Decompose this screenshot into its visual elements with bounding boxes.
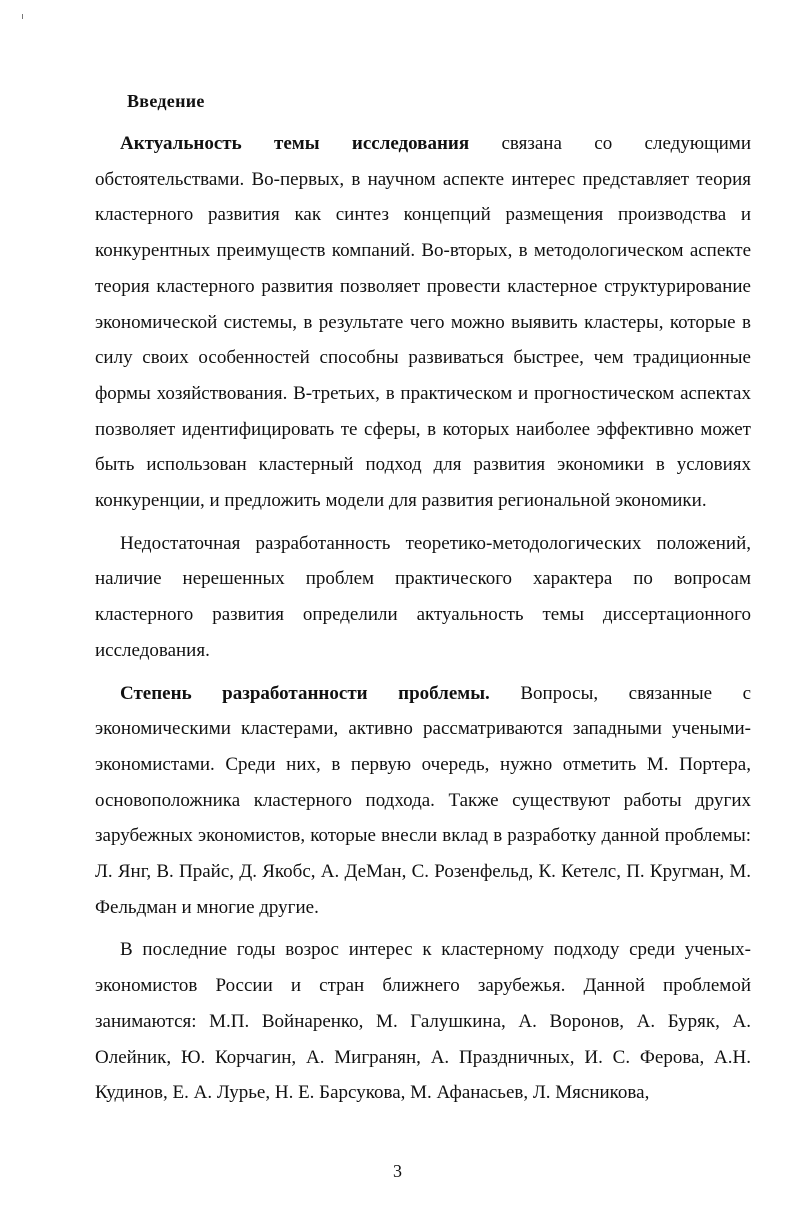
paragraph-lead: Степень разработанности проблемы. (120, 682, 490, 704)
paragraph-degree (95, 676, 751, 926)
paragraph-text: Вопросы, связанные с экономическими кластерами, активно рассматриваются западными учеными-экономистами. Среди них, в первую очередь, нужно отметить М. Портера, основоположника кластерного подхода. Также существуют работы других зарубежных экономистов, которые внесли вклад в разработку данной проблемы: Л. Янг, В. Прайс, Д. Якобс, А. ДеМан, С. Розенфельд, К. Кетелс, П. Кругман, М. Фельдман и многие другие. (95, 682, 752, 918)
section-heading: Введение (127, 91, 205, 111)
paragraph-recent (95, 932, 751, 1111)
page-number: 3 (393, 1161, 402, 1181)
scan-mark (22, 14, 23, 19)
paragraph-insufficiency (95, 526, 751, 669)
paragraph-lead: Актуальность темы исследования (120, 133, 470, 154)
paragraph-relevance (95, 126, 751, 519)
paragraph-text: Недостаточная разработанность теоретико-методологических положений, наличие нерешенных проблем практического характера по вопросам кластерного развития определили актуальность темы диссертационного исследования. (95, 532, 751, 661)
paragraph-text: связана со следующими обстоятельствами. Во-первых, в научном аспекте интерес представляет теория кластерного развития как синтез концепций размещения производства и конкурентных преимуществ компаний. Во-вторых, в методологическом аспекте теория кластерного развития позволяет провести кластерное структурирование экономической системы, в результате чего можно выявить кластеры, которые в силу своих особенностей способны развиваться быстрее, чем традиционные формы хозяйствования. В-третьих, в практическом и прогностическом аспектах позволяет идентифицировать те сферы, в которых наиболее эффективно может быть использован кластерный подход для развития экономики в условиях конкуренции, и предложить модели для развития региональной экономики. (95, 133, 751, 512)
body-text (95, 126, 751, 1118)
paragraph-text: В последние годы возрос интерес к кластерному подходу среди ученых-экономистов России и стран ближнего зарубежья. Данной проблемой занимаются: М.П. Войнаренко, М. Галушкина, А. Воронов, А. Буряк, А. Олейник, Ю. Корчагин, А. Мигранян, А. Праздничных, И. С. Ферова, А.Н. Кудинов, Е. А. Лурье, Н. Е. Барсукова, М. Афанасьев, Л. Мясникова, (95, 939, 751, 1104)
